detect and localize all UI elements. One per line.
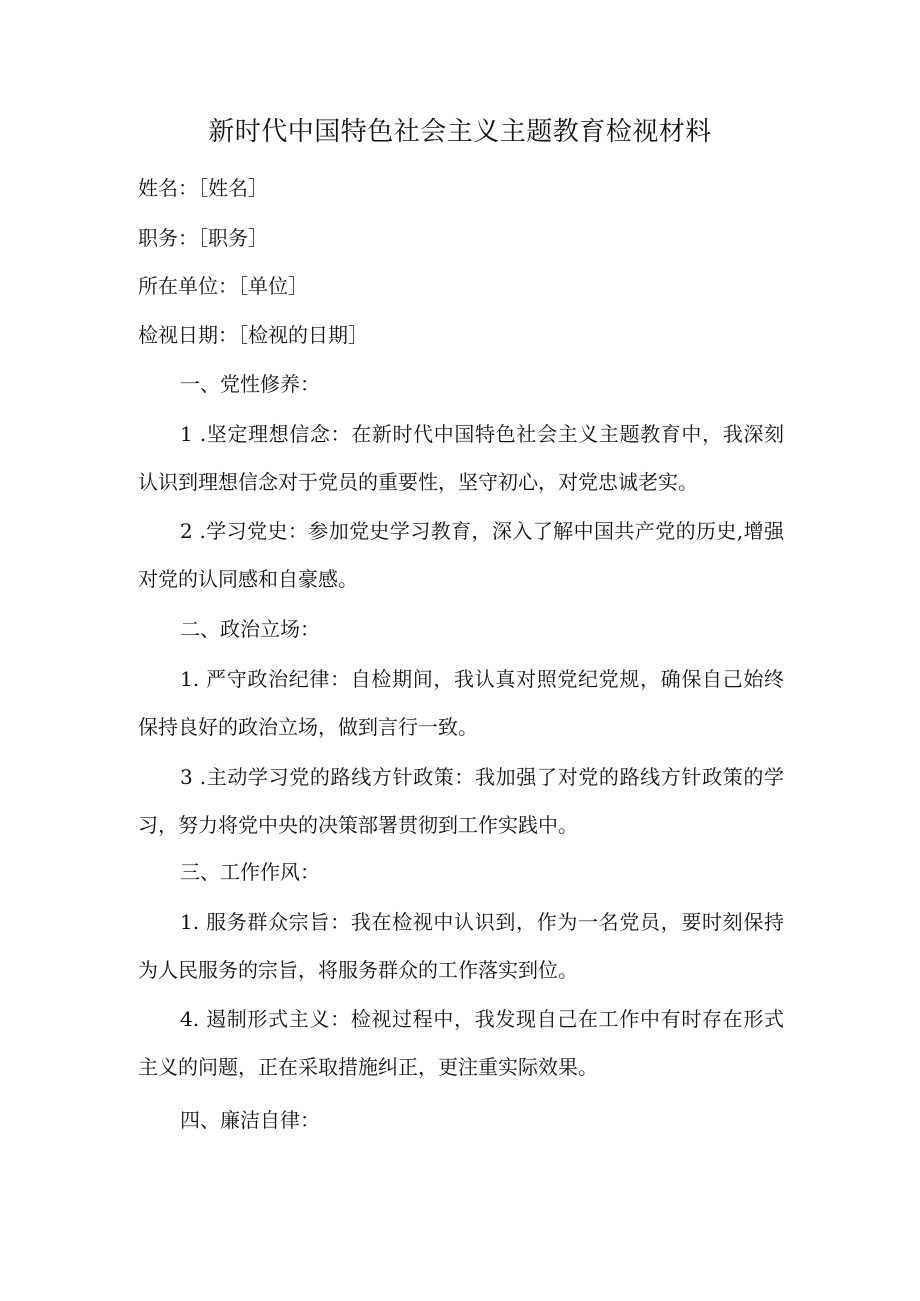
section-heading-political-stance: 二、政治立场： — [180, 617, 320, 641]
section-heading-party-spirit: 一、党性修养： — [180, 372, 320, 396]
paragraph-political-discipline: 1. 严守政治纪律：自检期间，我认真对照党纪党规，确保自己始终保持良好的政治立场，做到言行一致。 — [138, 667, 784, 739]
field-date: 检视日期：［检视的日期］ — [138, 323, 368, 347]
field-unit: 所在单位：［单位］ — [138, 274, 308, 298]
paragraph-party-policy: 3 .主动学习党的路线方针政策：我加强了对党的路线方针政策的学习，努力将党中央的决策部署贯彻到工作实践中。 — [138, 765, 784, 837]
section-heading-integrity: 四、廉洁自律： — [180, 1108, 320, 1132]
section-heading-work-style: 三、工作作风： — [180, 860, 320, 884]
field-name: 姓名：［姓名］ — [138, 176, 268, 200]
paragraph-party-history: 2 .学习党史：参加党史学习教育，深入了解中国共产党的历史,增强对党的认同感和自豪感。 — [138, 519, 784, 591]
paragraph-formalism: 4. 遏制形式主义：检视过程中，我发现自己在工作中有时存在形式主义的问题，正在采取措施纠正，更注重实际效果。 — [138, 1007, 784, 1079]
field-position: 职务：［职务］ — [138, 226, 268, 250]
paragraph-serve-people: 1. 服务群众宗旨：我在检视中认识到，作为一名党员，要时刻保持为人民服务的宗旨，将服务群众的工作落实到位。 — [138, 910, 784, 982]
paragraph-ideals: 1 .坚定理想信念：在新时代中国特色社会主义主题教育中，我深刻认识到理想信念对于党员的重要性，坚守初心，对党忠诚老实。 — [138, 422, 784, 494]
document-title: 新时代中国特色社会主义主题教育检视材料 — [208, 117, 712, 147]
